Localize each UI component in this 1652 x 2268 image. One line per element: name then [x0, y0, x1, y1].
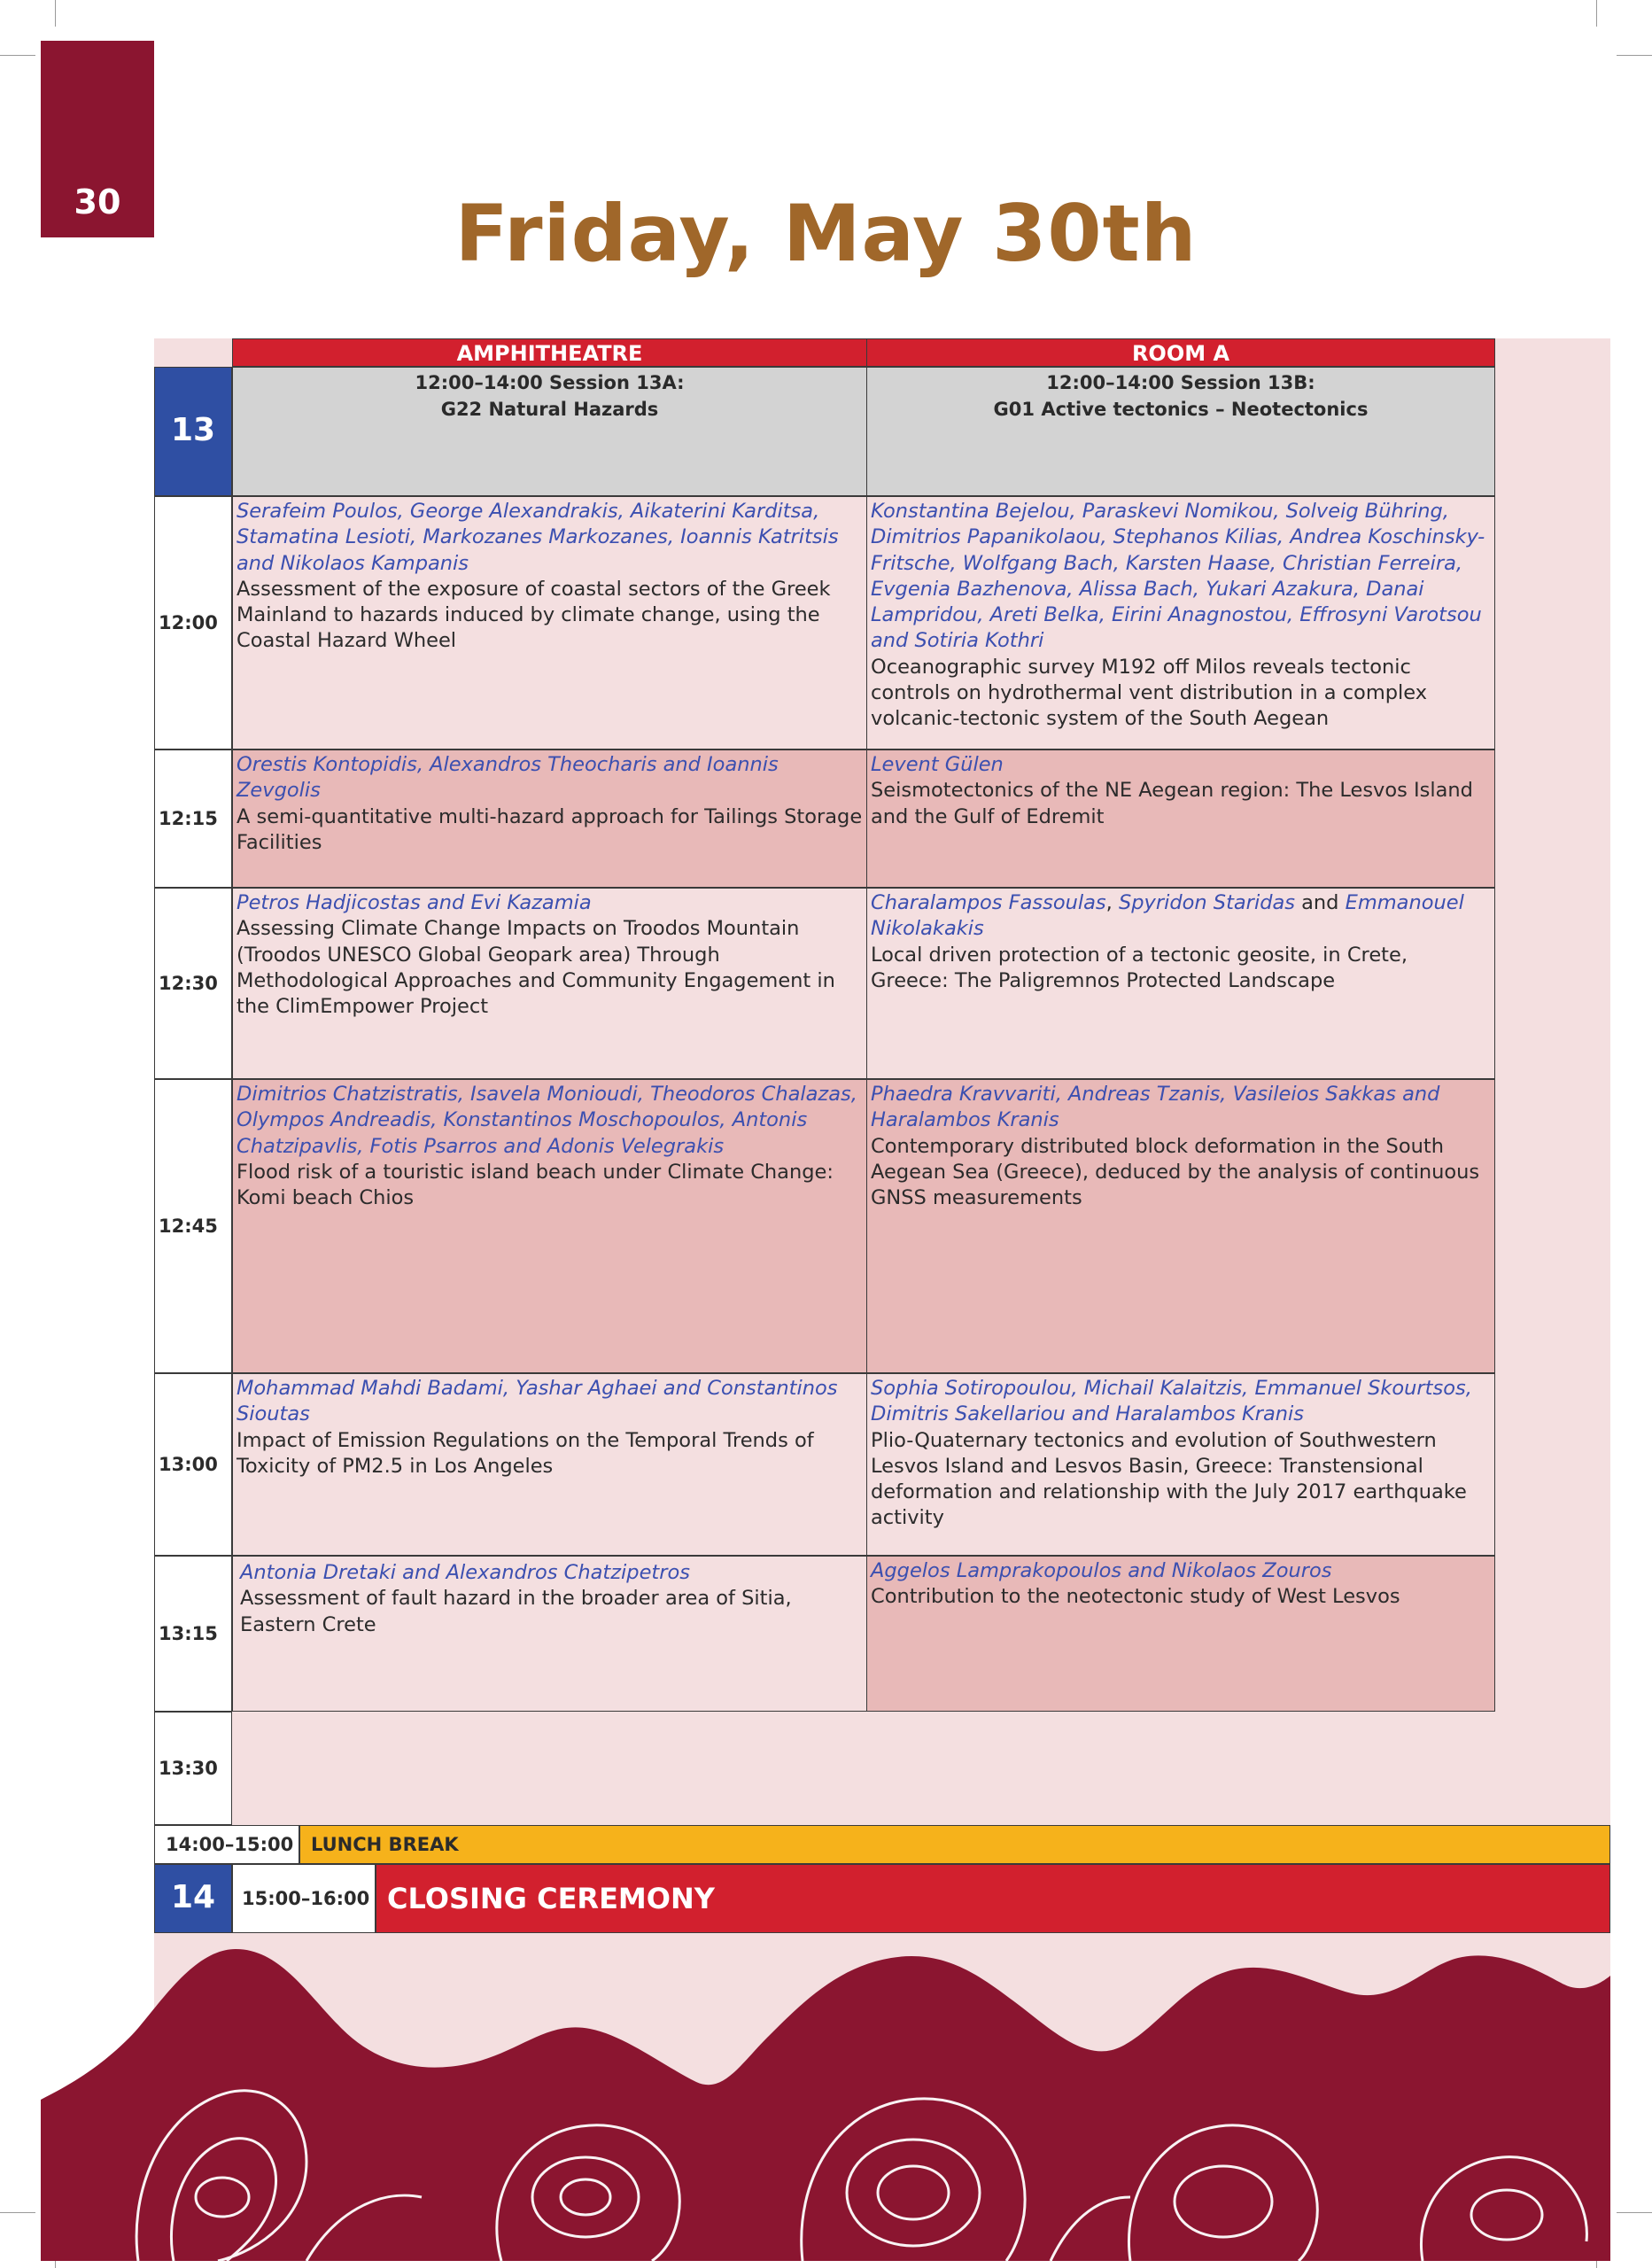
talk-cell — [866, 1373, 1495, 1556]
talk-title: Oceanographic survey M192 off Milos reveals tectonic controls on hydrothermal vent distribution in a complex volcanic-tectonic system of the South Aegean — [871, 655, 1428, 731]
closing-ceremony-bar: CLOSING CEREMONY — [376, 1864, 1610, 1933]
talk-authors: Mohammad Mahdi Badami, Yashar Aghaei and Constantinos Sioutas — [237, 1377, 838, 1426]
talk-title: Seismotectonics of the NE Aegean region: The Lesvos Island and the Gulf of Edremit — [871, 779, 1473, 828]
talk-authors: Antonia Dretaki and Alexandros Chatzipetros — [240, 1561, 690, 1584]
talk-authors: Serafeim Poulos, George Alexandrakis, Aikaterini Karditsa, Stamatina Lesioti, Markozanes Markozanes, Ioannis Katritsis and Nikolaos Kampanis — [237, 500, 839, 575]
talk-title: A semi-quantitative multi-hazard approach for Tailings Storage Facilities — [237, 804, 863, 854]
session-13b — [866, 367, 1495, 496]
block-number-14: 14 — [154, 1864, 232, 1933]
time-slot: 13:15 — [154, 1556, 232, 1712]
talk-cell — [232, 1079, 867, 1373]
crop-mark — [0, 55, 35, 56]
page-title: Friday, May 30th — [454, 188, 1198, 279]
talk-authors — [871, 890, 1491, 943]
session-13b-name: G01 Active tectonics – Neotectonics — [993, 399, 1369, 420]
crop-mark — [55, 0, 56, 27]
topographic-decoration — [41, 1931, 1610, 2261]
lunch-break-bar: LUNCH BREAK — [299, 1825, 1610, 1864]
talk-cell — [866, 1556, 1495, 1712]
talk-authors: Aggelos Lamprakopoulos and Nikolaos Zouros — [871, 1559, 1332, 1582]
author-separator: , — [1105, 891, 1119, 914]
crop-mark — [1617, 2212, 1652, 2213]
talk-title: Contemporary distributed block deformation in the South Aegean Sea (Greece), deduced by the analysis of continuous GNSS measurements — [871, 1134, 1480, 1210]
talk-cell — [866, 888, 1495, 1079]
talk-authors: Sophia Sotiropoulou, Michail Kalaitzis, Emmanuel Skourtsos, Dimitris Sakellariou and Haralambos Kranis — [871, 1377, 1472, 1426]
talk-title: Local driven protection of a tectonic geosite, in Crete, Greece: The Paligremnos Protected Landscape — [871, 943, 1408, 992]
talk-cell — [866, 1079, 1495, 1373]
closing-time: 15:00–16:00 — [232, 1864, 376, 1933]
author-name: Emmanouel Nikolakakis — [871, 891, 1464, 941]
time-slot: 13:00 — [154, 1373, 232, 1556]
lunch-time: 14:00–15:00 — [154, 1825, 299, 1864]
header-room-a: ROOM A — [866, 338, 1495, 367]
talk-cell — [232, 1373, 867, 1556]
time-slot: 12:15 — [154, 750, 232, 888]
talk-title: Assessment of the exposure of coastal sectors of the Greek Mainland to hazards induced by climate change, using the Coastal Hazard Wheel — [237, 577, 831, 653]
talk-cell — [232, 750, 867, 888]
crop-mark — [1596, 0, 1597, 27]
crop-mark — [1617, 55, 1652, 56]
talk-title: Flood risk of a touristic island beach under Climate Change: Komi beach Chios — [237, 1160, 834, 1210]
talk-title: Assessing Climate Change Impacts on Troodos Mountain (Troodos UNESCO Global Geopark area) Through Methodological Approaches and Community Engagement in the ClimEmpower Project — [237, 917, 835, 1019]
talk-authors: Orestis Kontopidis, Alexandros Theocharis and Ioannis Zevgolis — [237, 753, 779, 803]
page-number: 30 — [74, 183, 121, 221]
talk-cell — [232, 1556, 867, 1712]
author-name: Spyridon Staridas — [1118, 891, 1295, 914]
time-slot: 13:30 — [154, 1712, 232, 1825]
talk-title: Impact of Emission Regulations on the Temporal Trends of Toxicity of PM2.5 in Los Angeles — [237, 1428, 814, 1478]
author-separator: and — [1294, 891, 1346, 914]
header-amphitheatre: AMPHITHEATRE — [232, 338, 867, 367]
talk-title: Assessment of fault hazard in the broader area of Sitia, Eastern Crete — [240, 1587, 792, 1636]
talk-authors: Levent Gülen — [871, 753, 1004, 776]
talk-cell — [866, 496, 1495, 750]
talk-cell — [232, 888, 867, 1079]
talk-cell — [232, 496, 867, 750]
author-name: Charalampos Fassoulas — [871, 891, 1106, 914]
session-13a-time: 12:00–14:00 Session 13A: — [415, 372, 685, 393]
talk-authors: Petros Hadjicostas and Evi Kazamia — [237, 891, 592, 914]
talk-authors: Dimitrios Chatzistratis, Isavela Monioudi, Theodoros Chalazas, Olympos Andreadis, Konstantinos Moschopoulos, Antonis Chatzipavlis, Fotis Psarros and Adonis Velegrakis — [237, 1083, 857, 1158]
talk-authors: Phaedra Kravvariti, Andreas Tzanis, Vasileios Sakkas and Haralambos Kranis — [871, 1083, 1440, 1132]
time-slot: 12:45 — [154, 1079, 232, 1373]
time-slot: 12:00 — [154, 496, 232, 750]
talk-authors: Konstantina Bejelou, Paraskevi Nomikou, Solveig Bühring, Dimitrios Papanikolaou, Stephanos Kilias, Andrea Koschinsky-Fritsche, Wolfgang Bach, Karsten Haase, Christian Ferreira, Evgenia Bazhenova, Alissa Bach, Yukari Azakura, Danai Lampridou, Areti Belka, Eirini Anagnostou, Effrosyni Varotsou and Sotiria Kothri — [871, 500, 1485, 653]
session-13a — [232, 367, 867, 496]
talk-cell — [866, 750, 1495, 888]
time-slot: 12:30 — [154, 888, 232, 1079]
block-number-13: 13 — [154, 367, 232, 496]
talk-title: Contribution to the neotectonic study of West Lesvos — [871, 1585, 1400, 1609]
session-13a-name: G22 Natural Hazards — [440, 399, 659, 420]
crop-mark — [0, 2212, 35, 2213]
session-13b-time: 12:00–14:00 Session 13B: — [1046, 372, 1315, 393]
talk-title: Plio-Quaternary tectonics and evolution of Southwestern Lesvos Island and Lesvos Basin, Greece: Transtensional deformation and relationship with the July 2017 earthquake activity — [871, 1428, 1467, 1530]
